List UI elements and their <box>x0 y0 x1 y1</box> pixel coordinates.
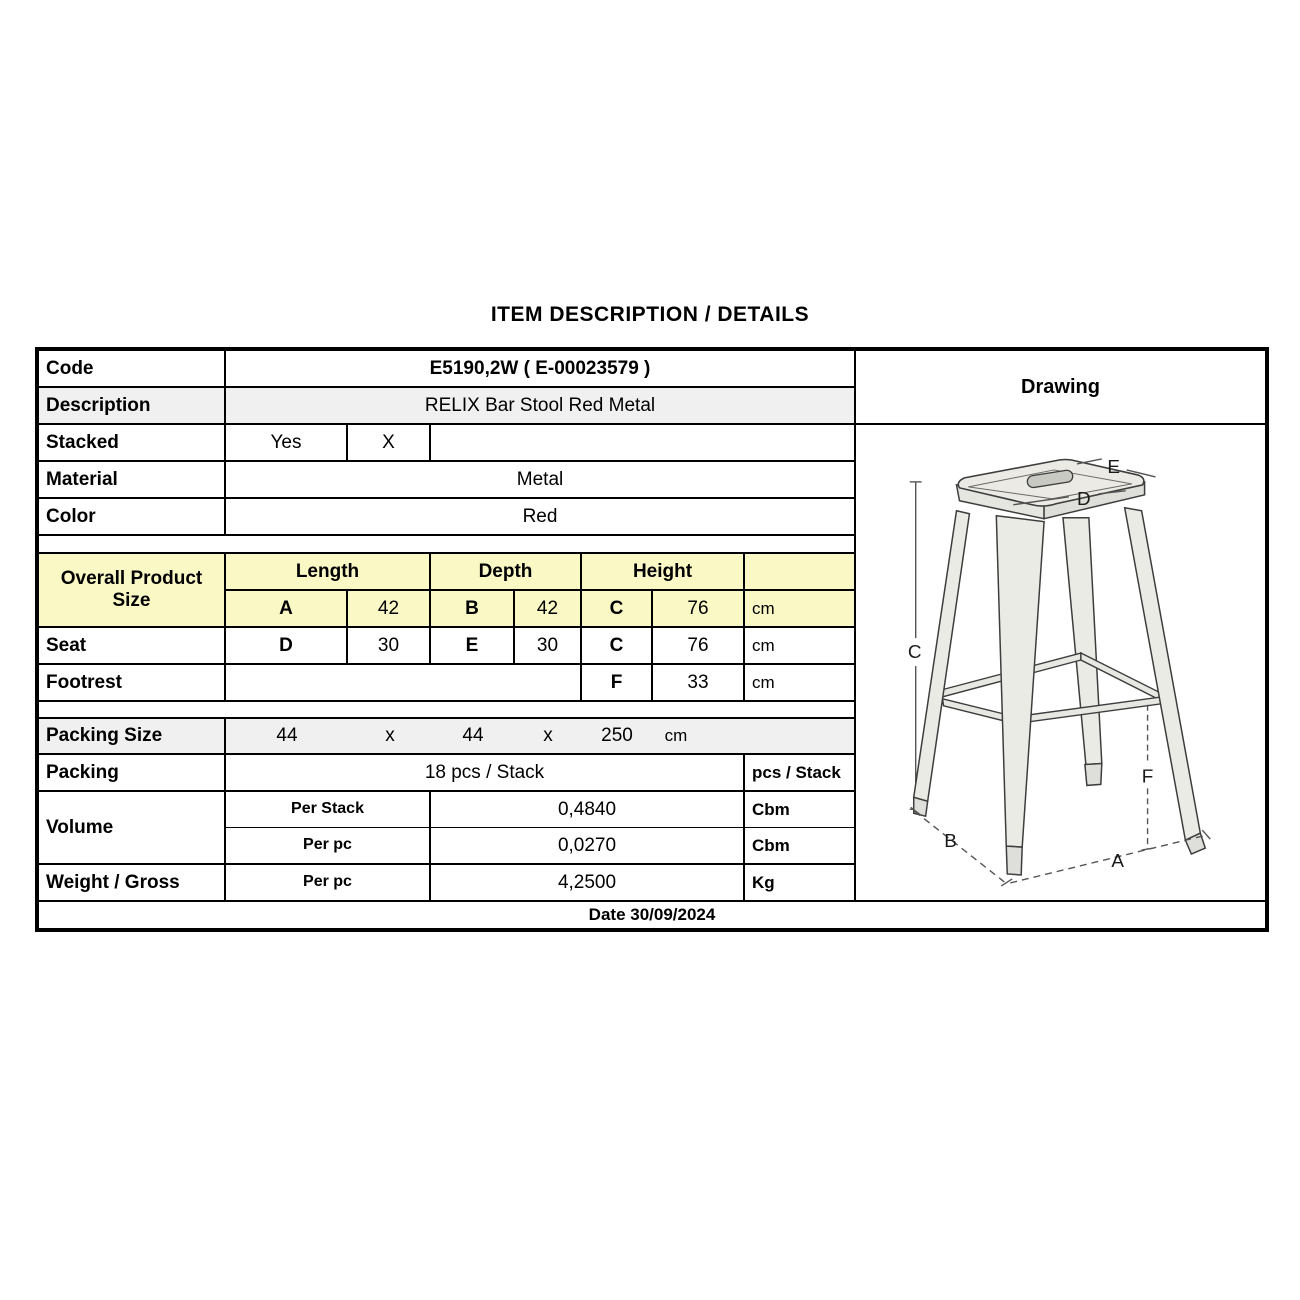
volume-per-pc-unit: Cbm <box>744 827 855 864</box>
dim-b-key: B <box>430 590 514 627</box>
code-value: E5190,2W ( E-00023579 ) <box>225 350 855 387</box>
dim-line-b <box>915 811 1005 882</box>
dim-unit: cm <box>744 590 855 627</box>
packing-size-v3: 250 <box>601 725 633 747</box>
seat-e-key: E <box>430 627 514 664</box>
item-description-table <box>35 347 1269 932</box>
length-header: Length <box>225 553 430 590</box>
stool-left-foot <box>914 797 928 816</box>
weight-per-pc-label: Per pc <box>225 864 430 901</box>
drawing-label-f: F <box>1141 766 1154 788</box>
page-title: ITEM DESCRIPTION / DETAILS <box>490 303 810 326</box>
dim-b-value: 42 <box>514 590 581 627</box>
packing-value: 18 pcs / Stack <box>225 754 744 791</box>
volume-per-pc-value: 0,0270 <box>430 827 744 864</box>
material-label: Material <box>38 461 225 498</box>
volume-label: Volume <box>38 791 225 864</box>
stacked-mark: X <box>347 424 430 461</box>
color-label: Color <box>38 498 225 535</box>
overall-size-label: Overall Product Size <box>38 553 225 627</box>
stool-right-leg <box>1125 508 1201 840</box>
dim-c-key: C <box>581 590 652 627</box>
footrest-label: Footrest <box>38 664 225 701</box>
footrest-f-key: F <box>581 664 652 701</box>
stool-back-leg <box>1063 518 1102 765</box>
drawing-label-b: B <box>944 831 957 853</box>
drawing-label-c: C <box>907 642 922 664</box>
seat-unit: cm <box>744 627 855 664</box>
material-value: Metal <box>225 461 855 498</box>
packing-size-v2: 44 <box>462 725 484 747</box>
volume-per-pc-label: Per pc <box>225 827 430 864</box>
dim-a-value: 42 <box>347 590 430 627</box>
unit-header-empty <box>744 553 855 590</box>
packing-size-label: Packing Size <box>38 718 225 754</box>
volume-per-stack-value: 0,4840 <box>430 791 744 828</box>
seat-e-value: 30 <box>514 627 581 664</box>
date-row: Date 30/09/2024 <box>38 901 1266 929</box>
stool-back-foot <box>1085 764 1102 786</box>
height-header: Height <box>581 553 744 590</box>
spacer-row <box>38 701 855 718</box>
description-label: Description <box>38 387 225 424</box>
seat-c-value: 76 <box>652 627 744 664</box>
drawing-label-a: A <box>1111 851 1125 872</box>
packing-size-x2: x <box>543 725 553 747</box>
weight-unit: Kg <box>744 864 855 901</box>
weight-value: 4,2500 <box>430 864 744 901</box>
weight-label: Weight / Gross <box>38 864 225 901</box>
drawing-cell <box>855 424 1266 901</box>
stacked-option: Yes <box>225 424 347 461</box>
stool-front-foot <box>1006 846 1022 875</box>
dim-c-value: 76 <box>652 590 744 627</box>
dim-a-key: A <box>225 590 347 627</box>
stool-front-leg <box>996 516 1044 847</box>
packing-size-values <box>225 718 855 754</box>
color-value: Red <box>225 498 855 535</box>
description-value: RELIX Bar Stool Red Metal <box>225 387 855 424</box>
drawing-label-e: E <box>1107 456 1121 478</box>
volume-per-stack-label: Per Stack <box>225 791 430 828</box>
seat-c-key: C <box>581 627 652 664</box>
packing-size-v1: 44 <box>276 725 298 747</box>
packing-size-unit: cm <box>664 726 688 746</box>
stacked-empty-cell <box>430 424 855 461</box>
footrest-empty-cell <box>225 664 581 701</box>
volume-per-stack-unit: Cbm <box>744 791 855 828</box>
drawing-label-d: D <box>1077 488 1091 510</box>
footrest-f-value: 33 <box>652 664 744 701</box>
packing-unit: pcs / Stack <box>744 754 855 791</box>
dim-line-a <box>1010 835 1206 883</box>
spacer-row <box>38 535 855 553</box>
code-label: Code <box>38 350 225 387</box>
packing-label: Packing <box>38 754 225 791</box>
depth-header: Depth <box>430 553 581 590</box>
stool-left-leg <box>914 511 970 802</box>
packing-size-x1: x <box>385 725 395 747</box>
footrest-unit: cm <box>744 664 855 701</box>
seat-d-value: 30 <box>347 627 430 664</box>
stacked-label: Stacked <box>38 424 225 461</box>
bar-stool-drawing <box>856 425 1265 900</box>
seat-label: Seat <box>38 627 225 664</box>
drawing-header: Drawing <box>855 350 1266 424</box>
seat-d-key: D <box>225 627 347 664</box>
